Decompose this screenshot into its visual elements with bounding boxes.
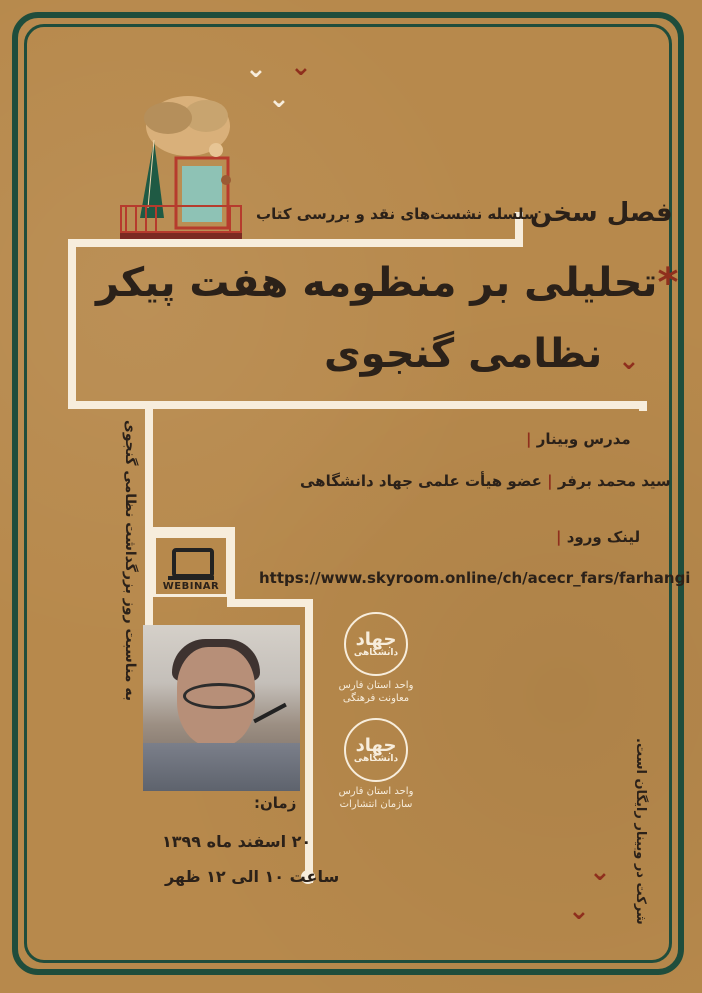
chevron-icon: ⌄ xyxy=(568,896,590,926)
link-label: لینک ورود xyxy=(566,528,641,546)
series-title: فصل سخن xyxy=(530,198,673,228)
frame-line xyxy=(68,239,76,409)
monitor-base xyxy=(168,576,214,580)
logo2-caption-line1: واحد استان فارس xyxy=(338,786,414,797)
logo2-mark: جهاد xyxy=(355,734,397,756)
webinar-badge xyxy=(153,535,229,597)
monitor-icon xyxy=(172,548,214,578)
chevron-icon: ⌄ xyxy=(589,857,611,887)
link-separator: | xyxy=(556,528,562,546)
frame-line xyxy=(639,401,647,411)
instructor-role: عضو هیأت علمی جهاد دانشگاهی xyxy=(300,472,542,490)
speaker-shirt xyxy=(143,743,300,791)
frame-line xyxy=(145,409,153,625)
logo1-caption-line1: واحد استان فارس xyxy=(338,680,414,691)
logo2-small: دانشگاهی xyxy=(353,753,399,764)
title-asterisk: * xyxy=(657,260,679,306)
speaker-photo xyxy=(143,625,300,791)
chevron-icon: ⌄ xyxy=(290,52,312,82)
series-subtitle: سلسله نشست‌های نقد و بررسی کتاب xyxy=(256,205,539,223)
frame-line xyxy=(68,239,118,247)
chevron-icon: ⌄ xyxy=(618,346,640,376)
logo1-mark: جهاد xyxy=(355,628,397,650)
link-label-row xyxy=(556,528,640,546)
main-title-line1 xyxy=(96,260,678,306)
instructor-separator: | xyxy=(547,472,553,490)
webinar-label: WEBINAR xyxy=(162,581,220,592)
frame-line xyxy=(118,239,523,247)
logo2-caption-line2: سازمان انتشارات xyxy=(339,799,413,810)
instructor-row xyxy=(300,472,671,490)
event-date: ۲۰ اسفند ماه ۱۳۹۹ xyxy=(162,832,312,851)
jahad-logo-1 xyxy=(344,612,408,676)
instructor-label-row xyxy=(526,430,631,448)
logo2-caption xyxy=(338,785,414,811)
instructor-name: سید محمد برفر xyxy=(557,472,671,490)
instructor-label: مدرس وبینار xyxy=(536,430,631,448)
main-title-text: تحلیلی بر منظومه هفت پیکر xyxy=(96,260,658,306)
free-attendance-vertical-text: شرکت در وبینار رایگان است. xyxy=(633,738,648,925)
microphone-icon xyxy=(253,703,287,723)
occasion-vertical-text: به مناسبت روز بزرگداشت نظامی گنجوی xyxy=(122,420,138,702)
instructor-separator: | xyxy=(526,430,532,448)
frame-line xyxy=(68,401,647,409)
jahad-logo-2 xyxy=(344,718,408,782)
time-label: زمان: xyxy=(254,794,297,812)
chevron-icon: ⌄ xyxy=(245,54,267,84)
frame-line xyxy=(145,527,235,535)
event-hours: ساعت ۱۰ الی ۱۲ ظهر xyxy=(165,867,340,886)
join-link[interactable]: https://www.skyroom.online/ch/acecr_fars/farhangi xyxy=(259,569,691,587)
speaker-glasses xyxy=(183,683,255,709)
main-title-line2: نظامی گنجوی xyxy=(324,331,603,377)
logo1-caption xyxy=(338,679,414,705)
frame-line xyxy=(227,599,313,607)
garden-pavilion-illustration xyxy=(118,88,248,243)
logo1-small: دانشگاهی xyxy=(353,647,399,658)
logo1-caption-line2: معاونت فرهنگی xyxy=(342,693,410,704)
chevron-icon: ⌄ xyxy=(268,84,290,114)
